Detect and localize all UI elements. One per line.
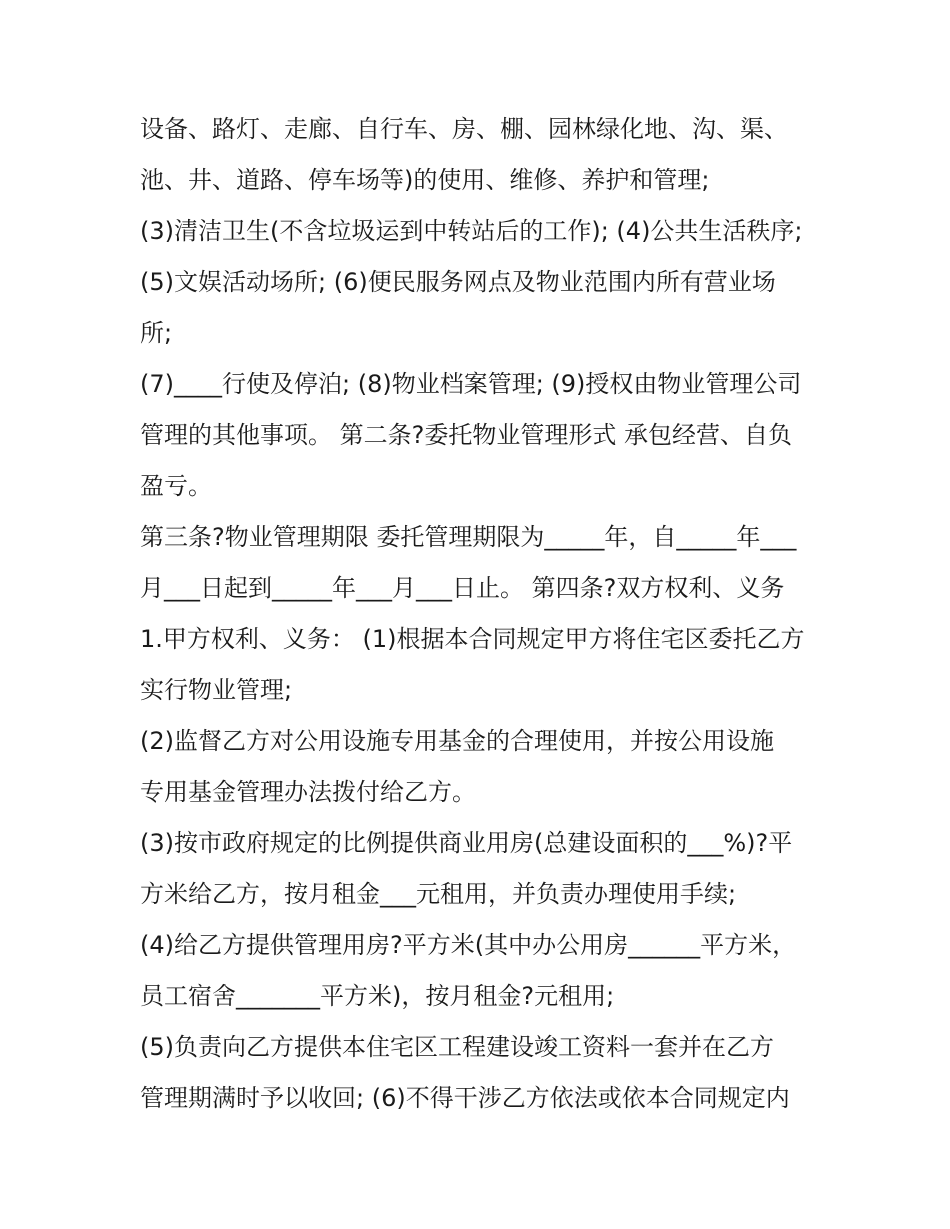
text-line: 专用基金管理办法拨付给乙方。 bbox=[140, 778, 476, 806]
text-line: (4)给乙方提供管理用房?平方米(其中办公用房______平方米， bbox=[140, 931, 797, 959]
text-line: 月___日起到_____年___月___日止。 第四条?双方权利、义务 bbox=[140, 574, 785, 602]
text-line: 池、井、道路、停车场等)的使用、维修、养护和管理; bbox=[140, 166, 710, 194]
text-line: (3)清洁卫生(不含垃圾运到中转站后的工作); (4)公共生活秩序; bbox=[140, 217, 803, 245]
text-line: 管理期满时予以收回; (6)不得干涉乙方依法或依本合同规定内 bbox=[140, 1084, 790, 1112]
text-line: 1.甲方权利、义务： (1)根据本合同规定甲方将住宅区委托乙方 bbox=[140, 625, 805, 653]
text-line: 设备、路灯、走廊、自行车、房、棚、园林绿化地、沟、渠、 bbox=[140, 115, 788, 143]
text-line: (5)负责向乙方提供本住宅区工程建设竣工资料一套并在乙方 bbox=[140, 1033, 774, 1061]
text-line: 第三条?物业管理期限 委托管理期限为_____年，自_____年___ bbox=[140, 523, 797, 551]
text-line: (2)监督乙方对公用设施专用基金的合理使用，并按公用设施 bbox=[140, 727, 774, 755]
text-line: 所; bbox=[140, 319, 173, 347]
text-line: 管理的其他事项。 第二条?委托物业管理形式 承包经营、自负 bbox=[140, 421, 792, 449]
text-line: 实行物业管理; bbox=[140, 676, 293, 704]
document-body bbox=[140, 104, 820, 1124]
text-line: (5)文娱活动场所; (6)便民服务网点及物业范围内所有营业场 bbox=[140, 268, 776, 296]
text-line: 盈亏。 bbox=[140, 472, 212, 500]
text-line: (7)____行使及停泊; (8)物业档案管理; (9)授权由物业管理公司 bbox=[140, 370, 802, 398]
text-line: 员工宿舍_______平方米)，按月租金?元租用; bbox=[140, 982, 615, 1010]
text-line: (3)按市政府规定的比例提供商业用房(总建设面积的___%)?平 bbox=[140, 829, 793, 857]
text-line: 方米给乙方，按月租金___元租用，并负责办理使用手续; bbox=[140, 880, 737, 908]
